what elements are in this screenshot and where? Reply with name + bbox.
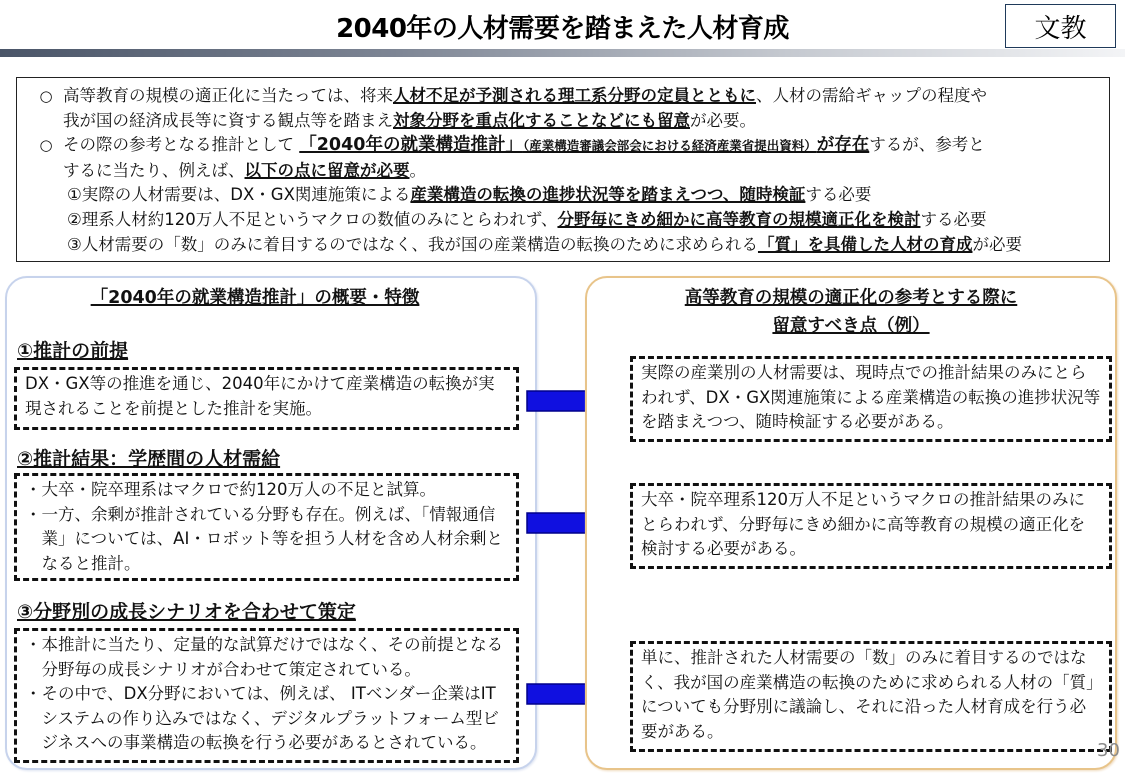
results-box: ・大卒・院卒理系はマクロで約120万人の不足と試算。 ・一方、余剰が推計されている分野も存在。例えば、「情報通信業」については、AI・ロボット等を担う人材を含め人材余剰となると推計。 [14,473,519,581]
section-heading-results: ②推計結果：学歴間の人材需給 [17,448,281,470]
consideration-box-1: 実際の産業別の人材需要は、現時点での推計結果のみにとらわれず、DX・GX関連施策による産業構造の転換の進捗状況等を踏まえつつ、随時検証する必要がある。 [630,356,1112,442]
summary-point-1: ①実際の人材需要は、DX・GX関連施策による産業構造の転換の進捗状況等を踏まえつつ、随時検証する必要 [67,185,872,205]
premise-box: DX・GX等の推進を通じ、2040年にかけて産業構造の転換が実現されることを前提とした推計を実施。 [14,367,519,430]
right-panel-title-line-1: 高等教育の規模の適正化の参考とする際に [684,288,1018,308]
section-heading-premise: ①推計の前提 [17,340,129,362]
page-title: 2040年の人材需要を踏まえた人材育成 [336,14,789,44]
scenario-box: ・本推計に当たり、定量的な試算だけではなく、その前提となる分野毎の成長シナリオが合わせて策定されている。 ・その中で、DX分野においては、例えば、 ITベンダー企業はITシステムの作り込みではなく、デジタルプラットフォーム型ビジネスへの事業構造の転換を行う必要があるとされている。 [14,628,519,763]
circle-bullet-icon: ○ [39,136,53,155]
summary-point-3: ③人材需要の「数」のみに着目するのではなく、我が国の産業構造の転換のために求められる「質」を具備した人材の育成が必要 [67,234,1022,254]
left-panel-title: 「2040年の就業構造推計」の概要・特徴 [90,288,420,308]
consideration-box-3: 単に、推計された人材需要の「数」のみに着目するのではなく、我が国の産業構造の転換のために求められる人材の「質」についても分野別に議論し、それに沿った人材育成を行う必要がある。 [630,641,1112,752]
right-panel-title-line-2: 留意すべき点（例） [772,316,930,336]
summary-paragraph-1-line-2: 我が国の経済成長等に資する観点等を踏まえ対象分野を重点化することなどにも留意が必要。 [63,110,756,130]
header-gradient-bar [0,49,1125,57]
summary-paragraph-1-line-1: ○ 高等教育の規模の適正化に当たっては、将来人材不足が予測される理工系分野の定員とともに、人材の需給ギャップの程度や [29,84,1097,109]
summary-paragraph-2-line-1: ○ その際の参考となる推計として 「2040年の就業構造推計」（産業構造審議会部会における経済産業省提出資料）が存在するが、参考と [29,133,1097,159]
summary-point-2: ②理系人材約120万人不足というマクロの数値のみにとらわれず、分野毎にきめ細かに高等教育の規模適正化を検討する必要 [67,209,987,229]
ministry-badge: 文教 [1005,4,1116,48]
consideration-box-2: 大卒・院卒理系120万人不足というマクロの推計結果のみにとらわれず、分野毎にきめ細かに高等教育の規模の適正化を検討する必要がある。 [630,483,1112,569]
summary-box [16,77,1110,262]
summary-paragraph-2-line-2: するに当たり、例えば、以下の点に留意が必要。 [63,160,426,180]
page-number: 30 [1097,740,1120,761]
section-heading-scenario: ③分野別の成長シナリオを合わせて策定 [17,601,356,623]
circle-bullet-icon: ○ [39,87,53,105]
